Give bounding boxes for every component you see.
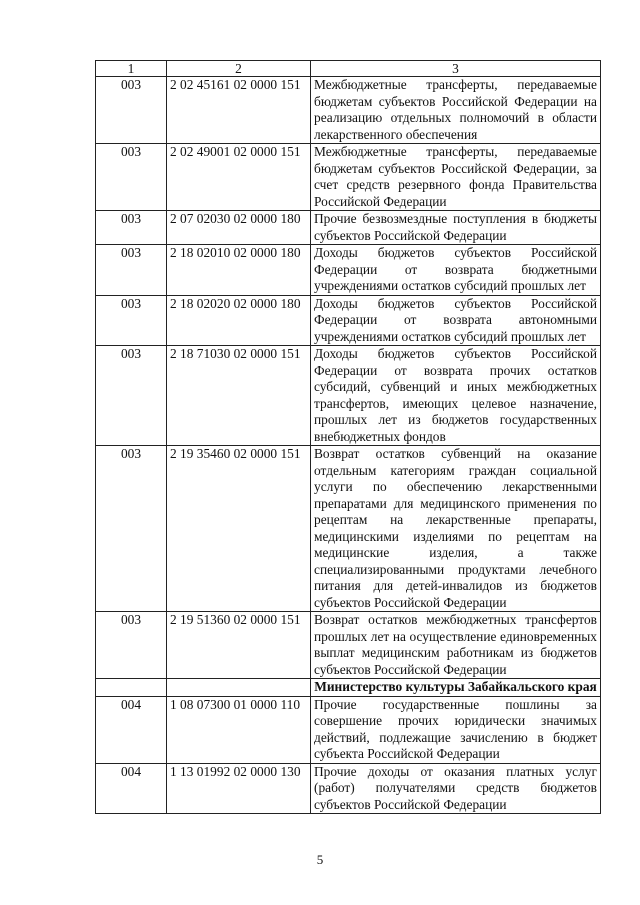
revenue-code-cell: 2 18 71030 02 0000 151 (167, 346, 311, 446)
admin-code-cell: 003 (96, 144, 167, 211)
admin-code-cell: 003 (96, 612, 167, 679)
revenue-code-cell (167, 679, 311, 697)
revenue-codes-table (95, 60, 601, 814)
admin-code-cell: 004 (96, 696, 167, 763)
revenue-code-cell: 2 19 51360 02 0000 151 (167, 612, 311, 679)
admin-code-cell: 003 (96, 346, 167, 446)
admin-code-cell: 003 (96, 77, 167, 144)
column-header-1: 1 (96, 61, 167, 77)
table-row (96, 612, 601, 679)
description-cell: Межбюджетные трансферты, передаваемые бюджетам субъектов Российской Федерации, за счет средств резервного фонда Правительства Российской Федерации (311, 144, 601, 211)
admin-code-cell: 003 (96, 211, 167, 245)
revenue-code-cell: 2 18 02020 02 0000 180 (167, 295, 311, 346)
page-number: 5 (316, 852, 324, 867)
revenue-code-cell: 2 02 49001 02 0000 151 (167, 144, 311, 211)
table-row (96, 346, 601, 446)
revenue-code-cell: 2 18 02010 02 0000 180 (167, 245, 311, 296)
admin-code-cell: 004 (96, 763, 167, 814)
table-row (96, 245, 601, 296)
table-row (96, 144, 601, 211)
revenue-code-cell: 2 02 45161 02 0000 151 (167, 77, 311, 144)
table-row (96, 211, 601, 245)
revenue-code-cell: 1 08 07300 01 0000 110 (167, 696, 311, 763)
revenue-code-cell: 1 13 01992 02 0000 130 (167, 763, 311, 814)
table-row (96, 295, 601, 346)
description-cell: Прочие доходы от оказания платных услуг (работ) получателями средств бюджетов субъектов Российской Федерации (311, 763, 601, 814)
description-cell: Доходы бюджетов субъектов Российской Федерации от возврата прочих остатков субсидий, субвенций и иных межбюджетных трансфертов, имеющих целевое назначение, прошлых лет из бюджетов государственных внебюджетных фондов (311, 346, 601, 446)
column-header-3: 3 (311, 61, 601, 77)
table-row (96, 763, 601, 814)
admin-code-cell: 003 (96, 245, 167, 296)
revenue-code-cell: 2 19 35460 02 0000 151 (167, 446, 311, 612)
description-cell: Доходы бюджетов субъектов Российской Федерации от возврата автономными учреждениями остатков субсидий прошлых лет (311, 295, 601, 346)
column-header-2: 2 (167, 61, 311, 77)
description-cell: Межбюджетные трансферты, передаваемые бюджетам субъектов Российской Федерации на реализацию отдельных полномочий в области лекарственного обеспечения (311, 77, 601, 144)
description-cell: Возврат остатков межбюджетных трансфертов прошлых лет на осуществление единовременных выплат медицинским работникам из бюджетов субъектов Российской Федерации (311, 612, 601, 679)
revenue-code-cell: 2 07 02030 02 0000 180 (167, 211, 311, 245)
table-row (96, 446, 601, 612)
description-cell: Прочие государственные пошлины за совершение прочих юридически значимых действий, подлежащие зачислению в бюджет субъекта Российской Федерации (311, 696, 601, 763)
section-title: Министерство культуры Забайкальского края (311, 679, 601, 697)
table-row (96, 696, 601, 763)
table-row (96, 77, 601, 144)
admin-code-cell: 003 (96, 446, 167, 612)
section-header-row (96, 679, 601, 697)
description-cell: Прочие безвозмездные поступления в бюджеты субъектов Российской Федерации (311, 211, 601, 245)
table-header-row (96, 61, 601, 77)
description-cell: Доходы бюджетов субъектов Российской Федерации от возврата бюджетными учреждениями остатков субсидий прошлых лет (311, 245, 601, 296)
description-cell: Возврат остатков субвенций на оказание отдельным категориям граждан социальной услуги по обеспечению лекарственными препаратами для медицинского применения по рецептам на лекарственные препараты, медицинскими изделиями по рецептам на медицинские изделия, а также специализированными продуктами лечебного питания для детей-инвалидов из бюджетов субъектов Российской Федерации (311, 446, 601, 612)
admin-code-cell: 003 (96, 295, 167, 346)
admin-code-cell (96, 679, 167, 697)
